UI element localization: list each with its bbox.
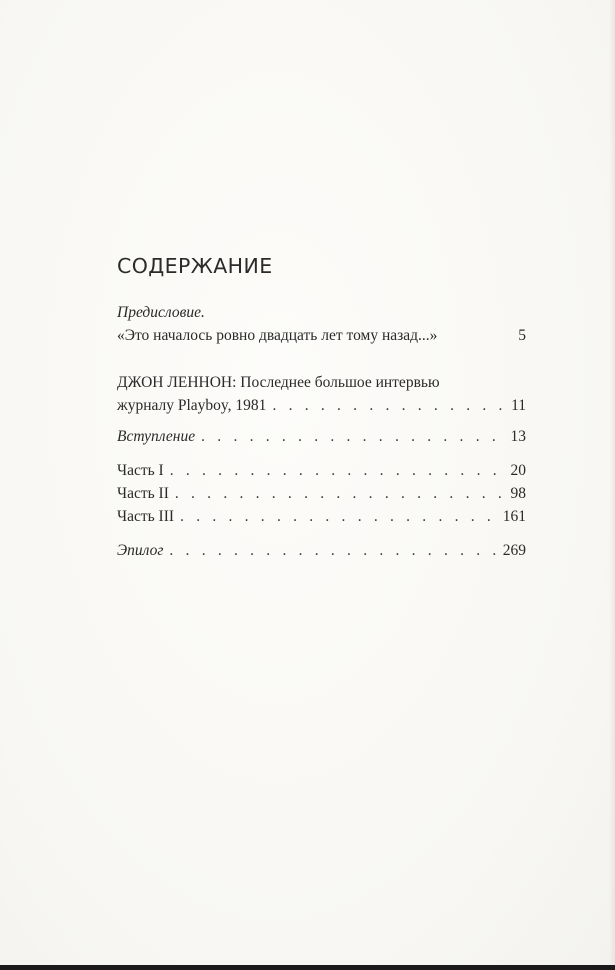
epilogue-title: Эпилог bbox=[117, 542, 164, 559]
dot-leader bbox=[272, 396, 507, 416]
dot-leader bbox=[169, 541, 498, 561]
interview-title-line2: журналу Playboy, 1981 bbox=[117, 397, 267, 414]
interview-page-number: 11 bbox=[511, 397, 526, 414]
part-2-title: Часть II bbox=[117, 485, 169, 502]
toc-entry-part-3 bbox=[117, 507, 526, 527]
page-bottom-edge bbox=[0, 965, 615, 970]
toc-entry-preface bbox=[117, 303, 526, 346]
introduction-title: Вступление bbox=[117, 428, 196, 445]
epilogue-page-number: 269 bbox=[502, 542, 526, 559]
toc-entry-part-2 bbox=[117, 484, 526, 504]
part-3-page-number: 161 bbox=[502, 508, 526, 525]
page-edge-shadow bbox=[609, 0, 615, 970]
toc-entry-interview bbox=[117, 373, 526, 416]
preface-title: «Это началось ровно двадцать лет тому назад...» bbox=[117, 327, 438, 344]
introduction-page-number: 13 bbox=[510, 428, 526, 445]
part-1-page-number: 20 bbox=[510, 462, 526, 479]
contents-heading: СОДЕРЖАНИЕ bbox=[117, 254, 273, 278]
part-1-title: Часть I bbox=[117, 462, 164, 479]
toc-entry-part-1 bbox=[117, 461, 526, 481]
interview-title-line1: ДЖОН ЛЕННОН: Последнее большое интервью bbox=[117, 374, 440, 391]
dot-leader bbox=[180, 507, 499, 527]
preface-page-number: 5 bbox=[518, 327, 526, 344]
toc-entry-introduction bbox=[117, 427, 526, 447]
preface-label: Предисловие. bbox=[117, 304, 205, 321]
part-3-title: Часть III bbox=[117, 508, 175, 525]
part-2-page-number: 98 bbox=[510, 485, 526, 502]
dot-leader bbox=[170, 461, 507, 481]
toc-entry-epilogue bbox=[117, 541, 526, 561]
dot-leader bbox=[175, 484, 507, 504]
dot-leader bbox=[201, 427, 506, 447]
